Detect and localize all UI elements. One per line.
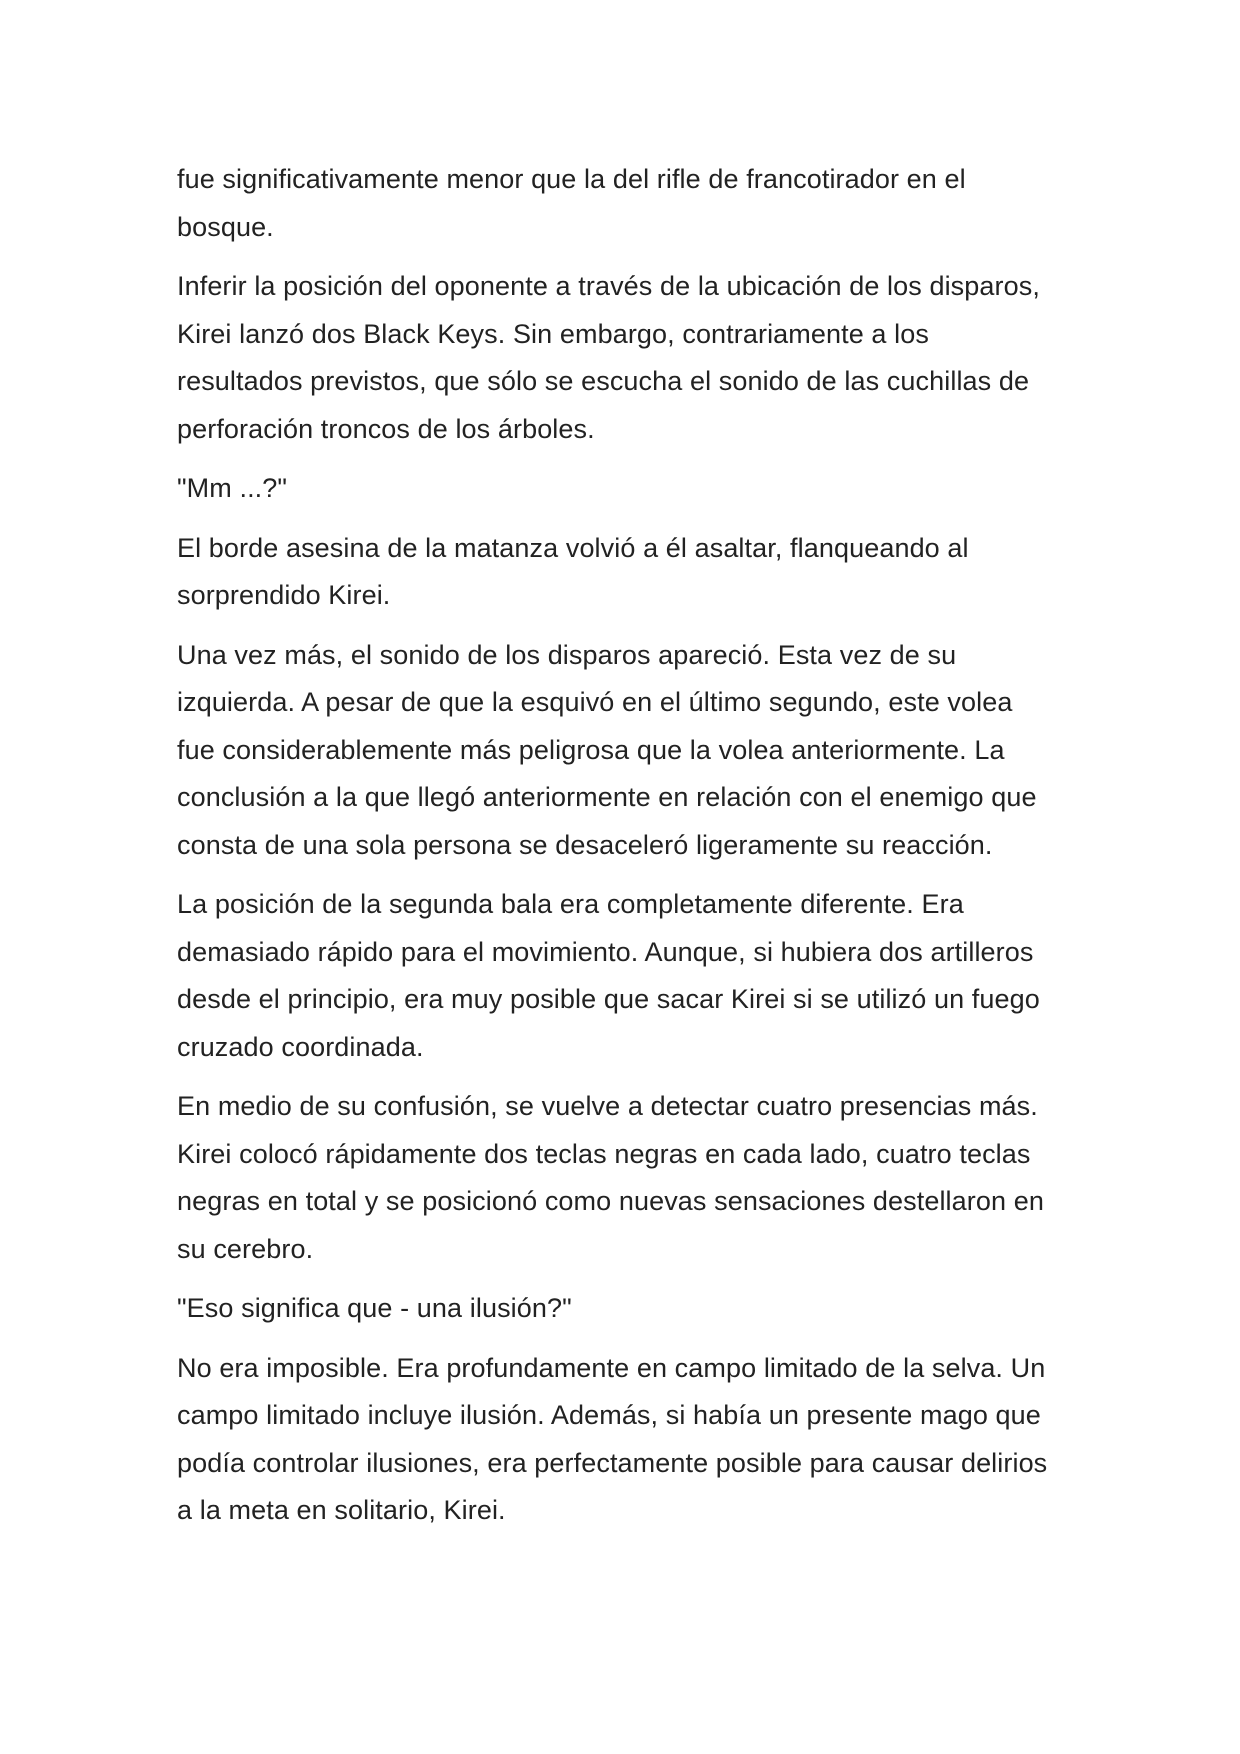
- document-page: [177, 156, 1057, 1547]
- paragraph: "Eso significa que - una ilusión?": [177, 1293, 572, 1323]
- paragraph: fue significativamente menor que la del rifle de francotirador en el bosque.: [177, 164, 966, 242]
- paragraph: En medio de su confusión, se vuelve a detectar cuatro presencias más. Kirei colocó rápidamente dos teclas negras en cada lado, cuatro teclas negras en total y se posicionó como nuevas sensaciones destellaron en su cerebro.: [177, 1091, 1044, 1264]
- paragraph: Una vez más, el sonido de los disparos apareció. Esta vez de su izquierda. A pesar de que la esquivó en el último segundo, este volea fue considerablemente más peligrosa que la volea anteriormente. La conclusión a la que llegó anteriormente en relación con el enemigo que consta de una sola persona se desaceleró ligeramente su reacción.: [177, 639, 1037, 860]
- paragraph: "Mm ...?": [177, 473, 288, 503]
- paragraph: Inferir la posición del oponente a través de la ubicación de los disparos, Kirei lanzó dos Black Keys. Sin embargo, contrariamente a los resultados previstos, que sólo se escucha el sonido de las cuchillas de perforación troncos de los árboles.: [177, 271, 1040, 444]
- paragraph: El borde asesina de la matanza volvió a él asaltar, flanqueando al sorprendido Kirei.: [177, 532, 969, 610]
- paragraph: La posición de la segunda bala era completamente diferente. Era demasiado rápido para el movimiento. Aunque, si hubiera dos artilleros desde el principio, era muy posible que sacar Kirei si se utilizó un fuego cruzado coordinada.: [177, 889, 1040, 1062]
- paragraph: No era imposible. Era profundamente en campo limitado de la selva. Un campo limitado incluye ilusión. Además, si había un presente mago que podía controlar ilusiones, era perfectamente posible para causar delirios a la meta en solitario, Kirei.: [177, 1352, 1048, 1525]
